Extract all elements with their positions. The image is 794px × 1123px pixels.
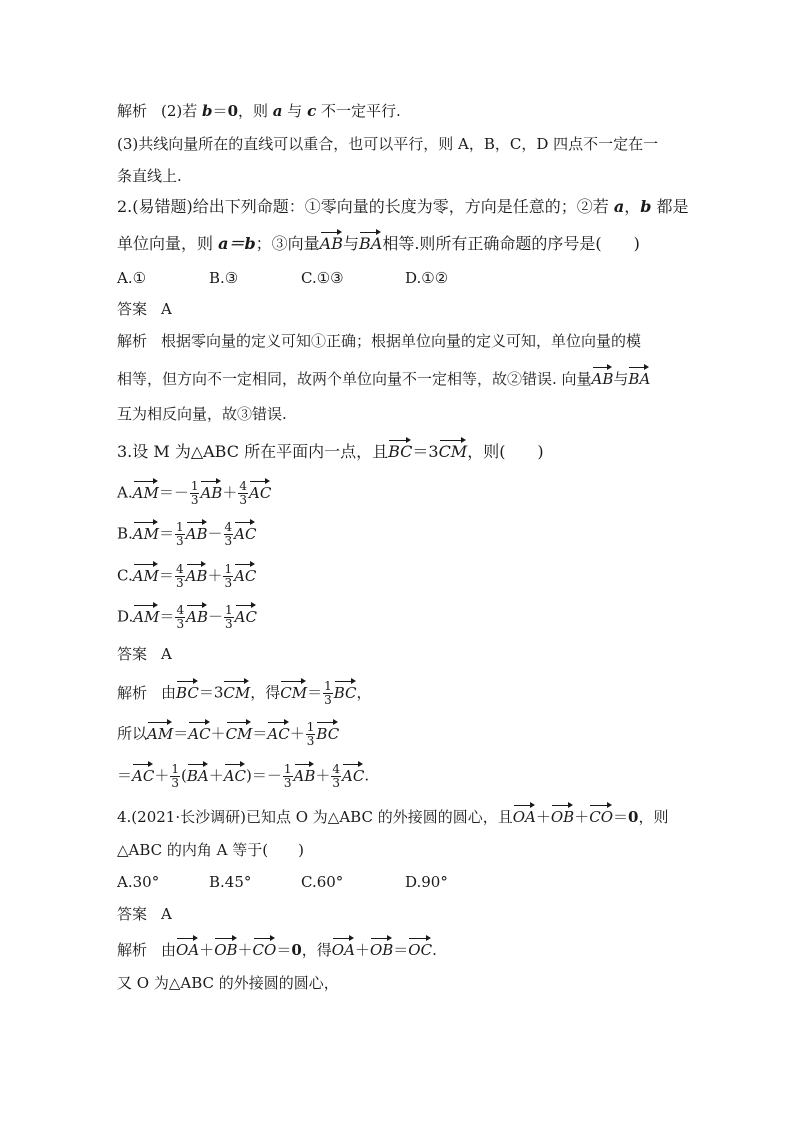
vector-ba: BA [628, 367, 650, 389]
question-3-stem: 3.设 M 为△ABC 所在平面内一点，且BC＝3CM，则( ) [117, 442, 544, 461]
option-c: C.①③ [301, 269, 344, 287]
explanation-line-3: 条直线上. [117, 167, 182, 185]
question-2-explanation-line-1: 解析 根据零向量的定义可知①正确；根据单位向量的定义可知，单位向量的模 [117, 332, 642, 350]
question-3-explanation-line-2: 所以AM＝AC＋CM＝AC＋ $\frac{1}{3}$ BC [117, 720, 340, 748]
question-4-explanation-line-2: 又 O 为△ABC 的外接圆的圆心， [117, 974, 339, 992]
question-2-stem-line-2: 单位向量，则 a＝b；③向量AB与BA相等.则所有正确命题的序号是( ) [117, 234, 640, 253]
option-b: B.45° [209, 873, 252, 891]
question-4-stem-line-1: 4.(2021·长沙调研)已知点 O 为△ABC 的外接圆的圆心，且OA＋OB＋CO＝0，则 [117, 805, 668, 827]
question-2-explanation-line-3: 互为相反向量，故③错误. [117, 405, 287, 423]
question-4-options [117, 872, 497, 892]
question-2-options [117, 268, 497, 288]
question-2-answer: 答案 A [117, 300, 172, 318]
question-3-answer: 答案 A [117, 645, 172, 663]
question-3-explanation-line-1: 解析 由BC＝3CM，得CM＝ $\frac{1}{3}$ BC， [117, 679, 372, 707]
option-a: A.① [117, 269, 147, 287]
question-2-stem-line-1: 2.(易错题)给出下列命题：①零向量的长度为零，方向是任意的；②若 a，b 都是 [117, 197, 689, 216]
option-d: D.①② [405, 269, 449, 287]
vector-ab: AB [319, 234, 343, 253]
explanation-label: 解析 [117, 102, 148, 120]
explanation-line-1: 解析 (2)若 b＝0，则 a 与 c 不一定平行. [117, 102, 401, 120]
vector-ba: BA [359, 234, 383, 253]
option-a: A.30° [117, 873, 160, 891]
question-3-option-d: D.AM＝ $\frac{4}{3}$ AB－ $\frac{1}{3}$ AC [117, 603, 257, 631]
question-4-stem-line-2: △ABC 的内角 A 等于( ) [117, 841, 304, 859]
explanation-line-2: (3)共线向量所在的直线可以重合，也可以平行，则 A，B，C，D 四点不一定在一 [117, 135, 659, 153]
option-d: D.90° [405, 873, 448, 891]
question-4-answer: 答案 A [117, 905, 172, 923]
option-b: B.③ [209, 269, 239, 287]
question-3-explanation-line-3: ＝AC＋ $\frac{1}{3}$ (BA＋AC)＝－ $\frac{1}{3}$ AB＋ $\frac{4}{3}$ AC. [117, 762, 370, 790]
question-2-explanation-line-2: 相等，但方向不一定相同，故两个单位向量不一定相等，故②错误. 向量AB与BA [117, 367, 650, 389]
option-c: C.60° [301, 873, 344, 891]
vector-ab: AB [592, 367, 614, 389]
question-3-option-a: A.AM＝－ $\frac{1}{3}$ AB＋ $\frac{4}{3}$ AC [117, 479, 272, 507]
question-4-explanation-line-1: 解析 由OA＋OB＋CO＝0，得OA＋OB＝OC. [117, 938, 437, 960]
question-3-option-c: C.AM＝ $\frac{4}{3}$ AB＋ $\frac{1}{3}$ AC [117, 562, 257, 590]
question-3-option-b: B.AM＝ $\frac{1}{3}$ AB－ $\frac{4}{3}$ AC [117, 520, 257, 548]
